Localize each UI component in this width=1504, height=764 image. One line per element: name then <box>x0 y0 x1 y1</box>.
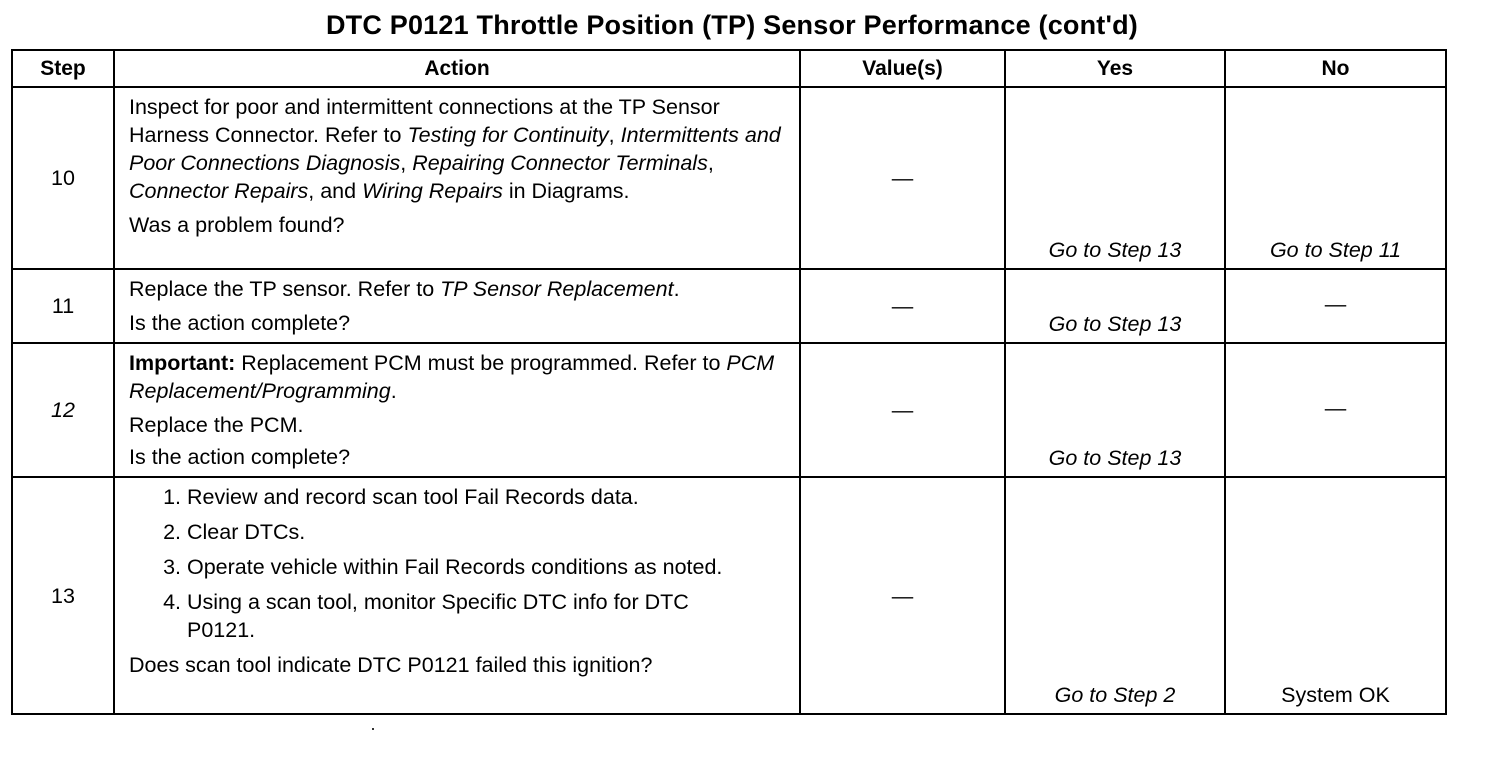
no-cell: — <box>1225 343 1446 477</box>
action-cell <box>114 269 800 343</box>
action-text <box>129 349 789 405</box>
list-item-number: 3. <box>163 555 181 579</box>
diagnostic-table <box>11 49 1447 715</box>
action-line: Replace the PCM. <box>129 413 304 437</box>
action-question: Is the action complete? <box>129 445 351 469</box>
reference-link: Repairing Connector Terminals <box>412 151 708 175</box>
step-number: 12 <box>12 343 114 477</box>
action-text-part: Replace the TP sensor. Refer to <box>129 277 441 301</box>
action-cell <box>114 477 800 714</box>
header-values: Value(s) <box>800 50 1005 87</box>
list-item-text: Using a scan tool, monitor Specific DTC info for DTC P0121. <box>187 590 689 642</box>
scan-speck <box>372 728 374 730</box>
list-item <box>129 483 789 511</box>
action-text <box>129 275 789 303</box>
yes-cell: Go to Step 13 <box>1005 87 1225 269</box>
action-cell <box>114 343 800 477</box>
reference-link: Testing for Continuity <box>407 123 609 147</box>
action-text-part: . <box>673 277 680 301</box>
no-cell: Go to Step 11 <box>1225 87 1446 269</box>
list-item <box>129 588 789 644</box>
reference-link: TP Sensor Replacement <box>440 277 674 301</box>
table-row <box>12 269 1446 343</box>
page-title: DTC P0121 Throttle Position (TP) Sensor Performance (cont'd) <box>325 10 1139 40</box>
list-item <box>129 518 789 546</box>
table-row <box>12 477 1446 714</box>
list-item <box>129 553 789 581</box>
action-text <box>129 93 789 205</box>
value-cell: — <box>800 87 1005 269</box>
action-question: Does scan tool indicate DTC P0121 failed this ignition? <box>129 653 653 677</box>
action-text-part: in Diagrams. <box>502 179 630 203</box>
table-header-row <box>12 50 1446 87</box>
no-cell: — <box>1225 269 1446 343</box>
header-no: No <box>1225 50 1446 87</box>
reference-link: Wiring Repairs <box>362 179 503 203</box>
action-text-part: . <box>390 379 397 403</box>
action-question: Is the action complete? <box>129 311 351 335</box>
no-cell: System OK <box>1225 477 1446 714</box>
step-number: 11 <box>12 269 114 343</box>
value-cell: — <box>800 477 1005 714</box>
list-item-number: 4. <box>163 590 181 614</box>
action-text-part: Inspect for poor and intermittent connections at the TP Sensor Harness Connector. Refer to <box>129 95 720 147</box>
important-label: Important: <box>129 351 236 375</box>
action-steps-list <box>129 483 789 644</box>
header-yes: Yes <box>1005 50 1225 87</box>
table-row <box>12 343 1446 477</box>
step-number: 10 <box>12 87 114 269</box>
action-text-part: , <box>707 151 714 175</box>
reference-link: Connector Repairs <box>129 179 309 203</box>
action-text-part: , and <box>308 179 363 203</box>
yes-cell: Go to Step 13 <box>1005 269 1225 343</box>
header-action: Action <box>114 50 800 87</box>
action-text-part: , <box>400 151 413 175</box>
table-row <box>12 87 1446 269</box>
yes-cell: Go to Step 13 <box>1005 343 1225 477</box>
list-item-text: Operate vehicle within Fail Records conditions as noted. <box>187 555 723 579</box>
action-text-part: , <box>608 123 621 147</box>
action-text-part: Replacement PCM must be programmed. Refer to <box>235 351 727 375</box>
list-item-text: Clear DTCs. <box>187 520 306 544</box>
reference-link: PCM Replacement/Programming <box>129 351 775 403</box>
step-number: 13 <box>12 477 114 714</box>
reference-link: Intermittents and Poor Connections Diagnosis <box>129 123 781 175</box>
list-item-text: Review and record scan tool Fail Records data. <box>187 485 639 509</box>
list-item-number: 1. <box>163 485 181 509</box>
action-question: Was a problem found? <box>129 213 345 237</box>
header-step: Step <box>12 50 114 87</box>
value-cell: — <box>800 269 1005 343</box>
value-cell: — <box>800 343 1005 477</box>
action-cell <box>114 87 800 269</box>
list-item-number: 2. <box>163 520 181 544</box>
yes-cell: Go to Step 2 <box>1005 477 1225 714</box>
